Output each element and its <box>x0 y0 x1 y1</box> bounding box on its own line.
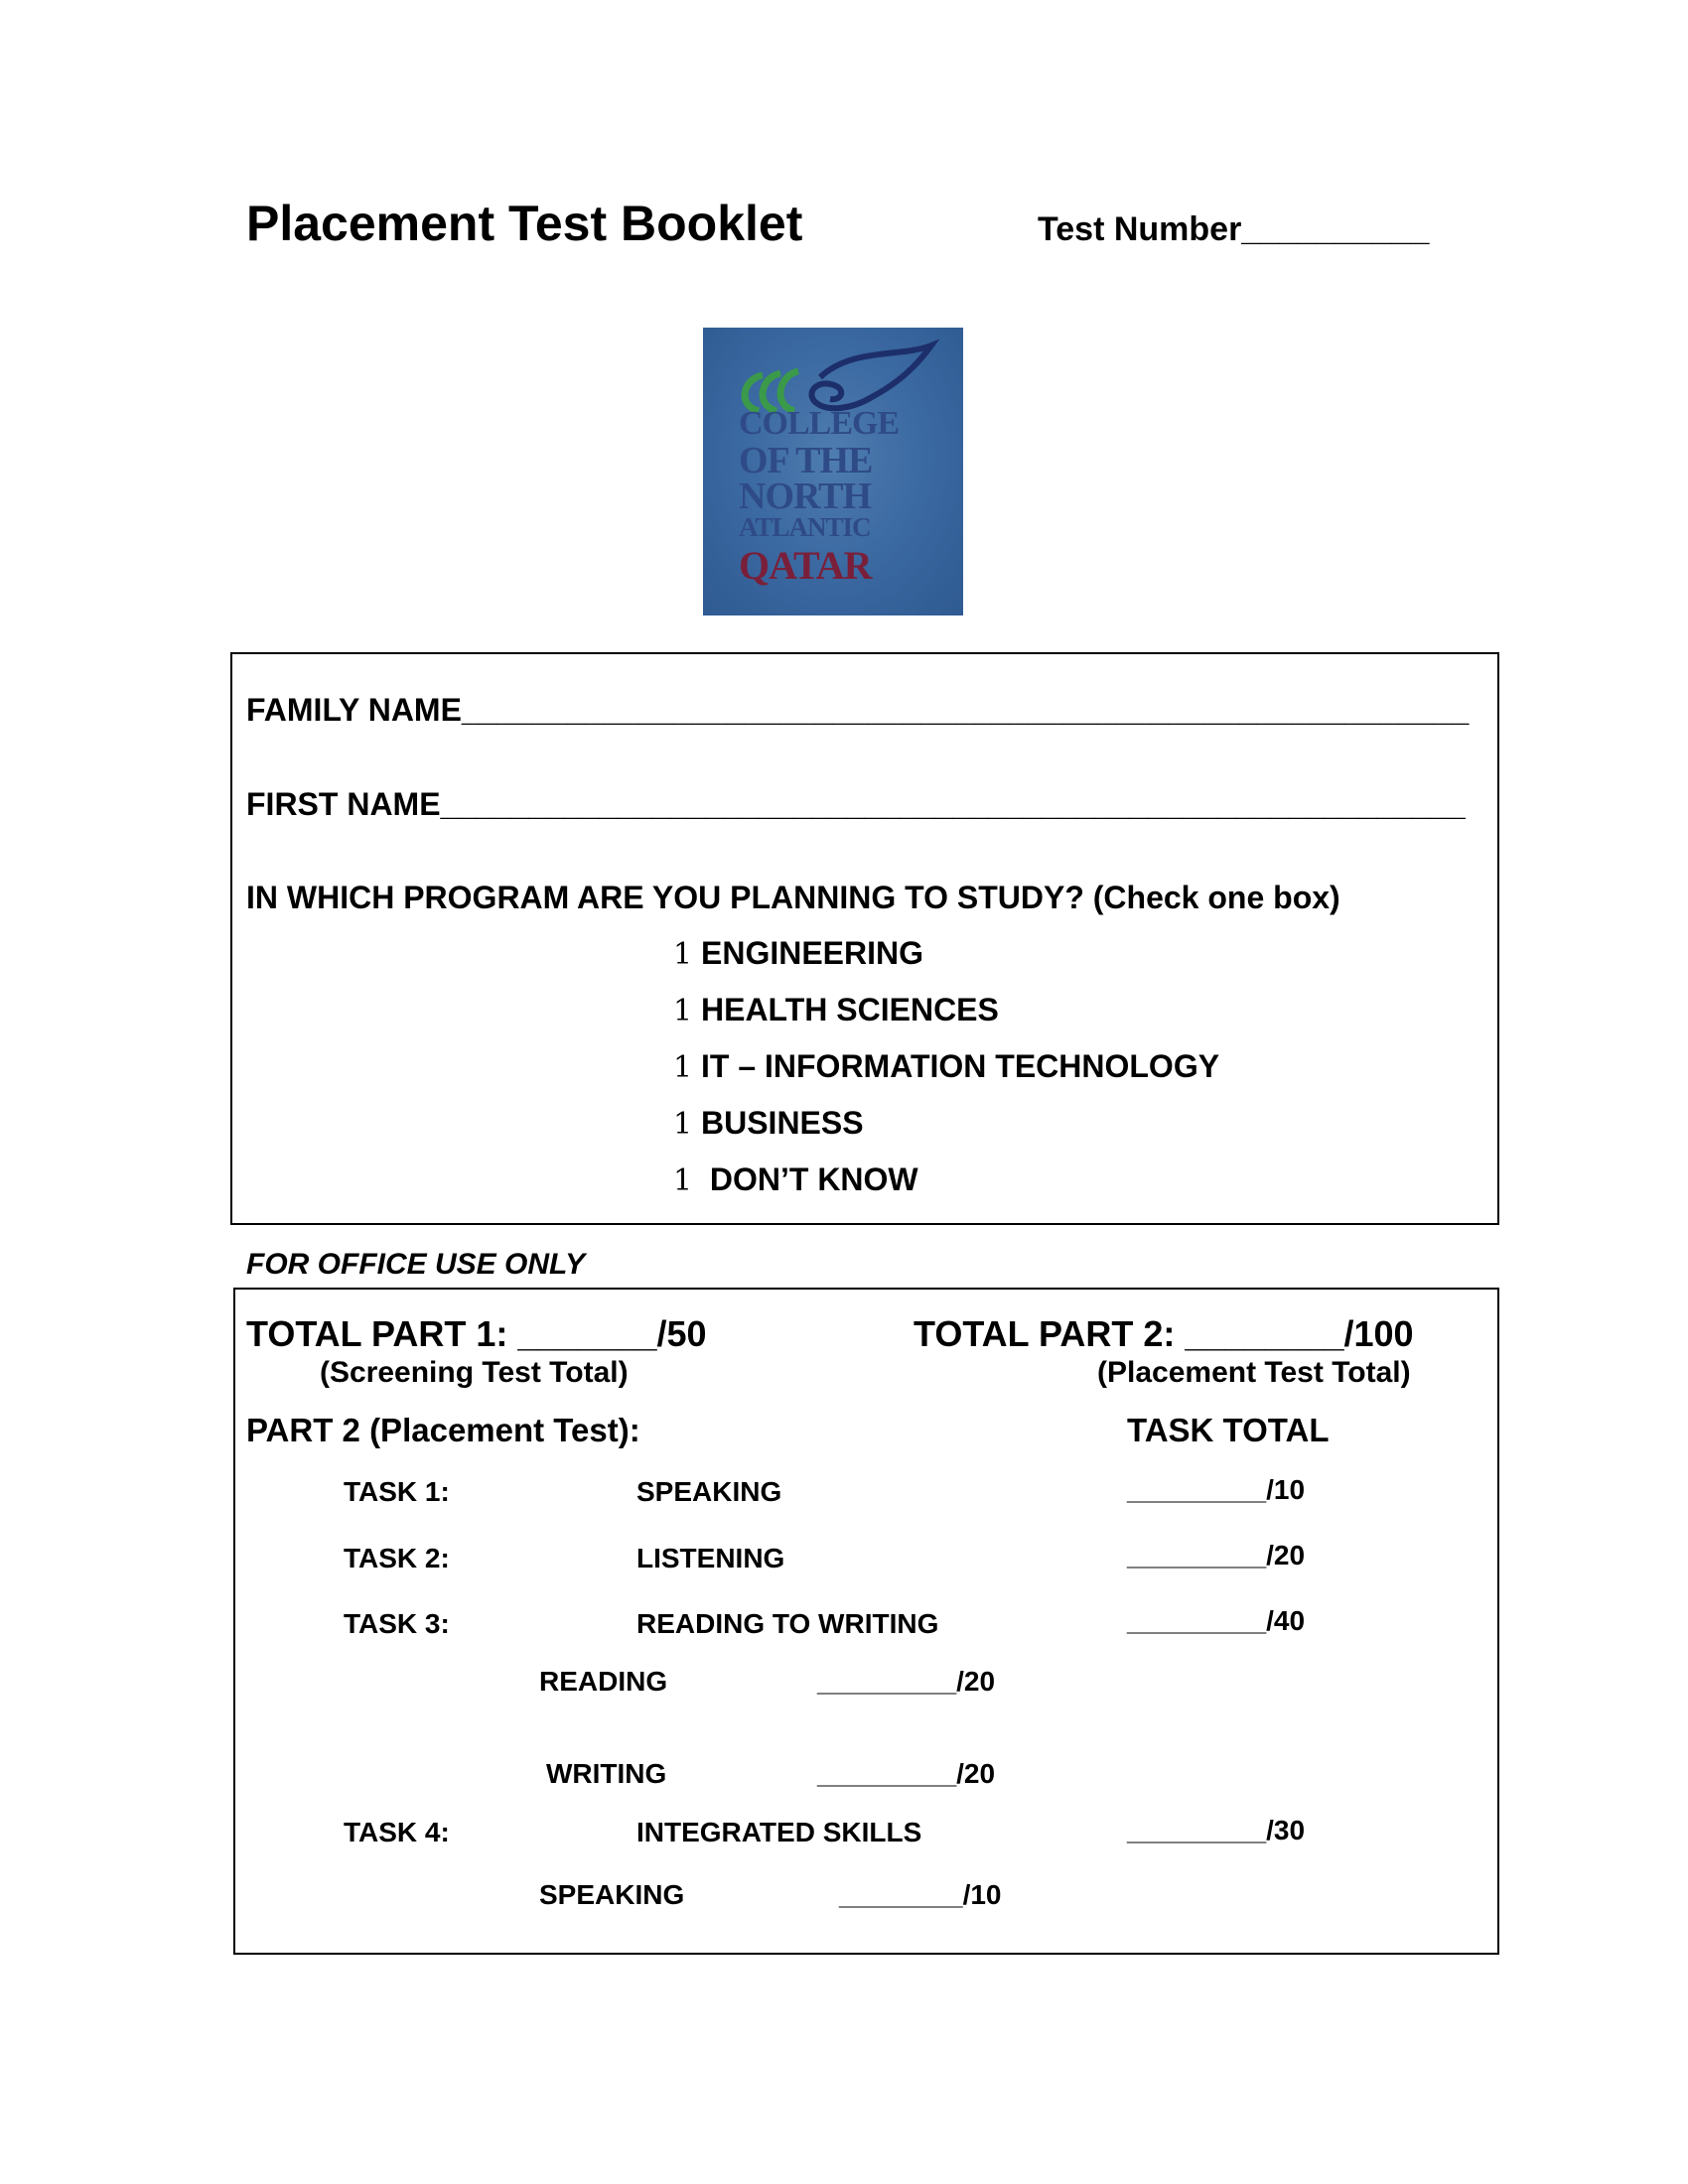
program-option-label: HEALTH SCIENCES <box>700 992 999 1027</box>
first-name-field[interactable]: FIRST NAME__________________________________________________________ <box>246 786 1466 822</box>
subtask-name: WRITING <box>546 1758 667 1789</box>
checkbox-icon[interactable]: 1 <box>673 1107 693 1142</box>
total-part2-caption: (Placement Test Total) <box>1097 1356 1411 1389</box>
task-name: SPEAKING <box>636 1476 782 1507</box>
task-name: READING TO WRITING <box>636 1608 939 1639</box>
logo-line-north: NORTH <box>739 476 872 517</box>
subtask-score-field[interactable]: ________/10 <box>839 1879 1002 1910</box>
task-number: TASK 4: <box>344 1817 450 1847</box>
program-option-business[interactable] <box>673 1105 864 1142</box>
subtask-name: SPEAKING <box>539 1879 685 1910</box>
subtask-score-field[interactable]: _________/20 <box>817 1758 996 1789</box>
task-number: TASK 1: <box>344 1476 450 1507</box>
program-option-dont-know[interactable] <box>673 1161 918 1198</box>
task-number: TASK 3: <box>344 1608 450 1639</box>
program-option-health-sciences[interactable] <box>673 992 999 1028</box>
program-option-label: DON’T KNOW <box>700 1161 918 1197</box>
family-name-field[interactable]: FAMILY NAME_________________________________________________________ <box>246 692 1470 728</box>
office-use-heading: FOR OFFICE USE ONLY <box>246 1248 586 1281</box>
task-score-field[interactable]: _________/40 <box>1127 1605 1306 1636</box>
part2-label: PART 2 (Placement Test): <box>246 1412 640 1448</box>
task-name: LISTENING <box>636 1543 785 1573</box>
task-score-field[interactable]: _________/10 <box>1127 1474 1306 1505</box>
program-option-it[interactable] <box>673 1048 1219 1085</box>
total-part2[interactable]: TOTAL PART 2: ________/100 <box>914 1313 1414 1354</box>
program-option-label: IT – INFORMATION TECHNOLOGY <box>700 1048 1220 1084</box>
task-score-field[interactable]: _________/30 <box>1127 1815 1306 1845</box>
logo-line-qatar: QATAR <box>739 543 872 588</box>
subtask-score-field[interactable]: _________/20 <box>817 1666 996 1697</box>
logo-line-atlantic: ATLANTIC <box>739 512 871 542</box>
task-total-label: TASK TOTAL <box>1127 1412 1330 1448</box>
program-option-label: ENGINEERING <box>700 935 924 971</box>
page-title: Placement Test Booklet <box>246 196 803 251</box>
logo-line-of-the: OF THE <box>739 440 873 481</box>
logo-line-college: COLLEGE <box>739 405 900 442</box>
program-option-label: BUSINESS <box>700 1105 864 1141</box>
total-part1-caption: (Screening Test Total) <box>320 1356 629 1389</box>
task-number: TASK 2: <box>344 1543 450 1573</box>
task-score-field[interactable]: _________/20 <box>1127 1540 1306 1570</box>
college-logo <box>703 328 963 615</box>
program-option-engineering[interactable] <box>673 935 923 972</box>
checkbox-icon[interactable]: 1 <box>673 994 693 1028</box>
task-name: INTEGRATED SKILLS <box>636 1817 922 1847</box>
subtask-name: READING <box>539 1666 668 1697</box>
test-number-field[interactable]: Test Number__________ <box>1038 210 1430 248</box>
program-question: IN WHICH PROGRAM ARE YOU PLANNING TO STUDY? (Check one box) <box>246 880 1340 915</box>
checkbox-icon[interactable]: 1 <box>673 937 693 972</box>
checkbox-icon[interactable]: 1 <box>673 1163 693 1198</box>
checkbox-icon[interactable]: 1 <box>673 1050 693 1085</box>
total-part1[interactable]: TOTAL PART 1: _______/50 <box>246 1313 707 1354</box>
